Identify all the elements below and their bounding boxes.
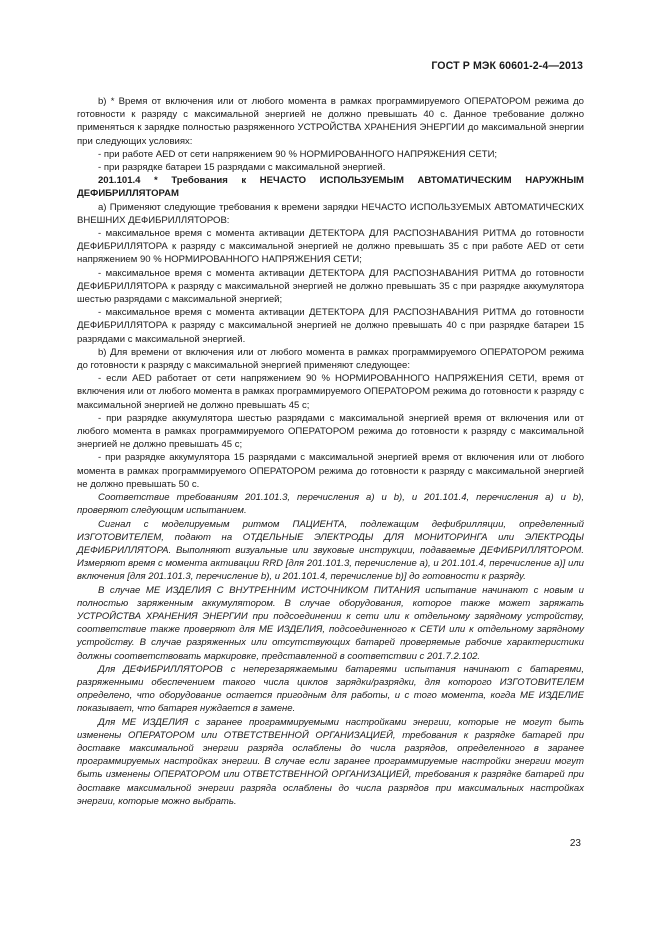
paragraph: b) * Время от включения или от любого момента в рамках программируемого ОПЕРАТОРОМ режима до готовности к разряду с максимальной энергией не должно превышать 40 с. Данное требование должно применяться к зарядке полностью разряженного УСТРОЙСТВА ХРАНЕНИЯ ЭНЕРГИИ до максимальной энергии при следующих условиях: [77, 96, 584, 147]
section-heading: 201.101.4 * Требования к НЕЧАСТО ИСПОЛЬЗУЕМЫМ АВТОМАТИЧЕСКИМ НАРУЖНЫМ ДЕФИБРИЛЛЯТОРАМ [77, 175, 584, 200]
test-procedure-paragraph: Сигнал с моделируемым ритмом ПАЦИЕНТА, подлежащим дефибрилляции, определенный ИЗГОТОВИТЕЛЕМ, подают на ОТДЕЛЬНЫЕ ЭЛЕКТРОДЫ ДЛЯ МОНИТОРИНГА или ЭЛЕКТРОДЫ ДЕФИБРИЛЛЯТОРА. Выполняют визуальные или звуковые инструкции, подаваемые ДЕФИБРИЛЛЯТОРОМ. Измеряют время с момента активации RRD [для 201.101.3, перечисление а), и 201.101.4, перечисление а)] или включения [для 201.101.3, перечисление b), и 201.101.4, перечисление b)] до готовности к разряду. [77, 518, 584, 583]
test-procedure-paragraph: Для МЕ ИЗДЕЛИЯ с заранее программируемыми настройками энергии, которые не могут быть изменены ОПЕРАТОРОМ или ОТВЕТСТВЕННОЙ ОРГАНИЗАЦИЕЙ, требования к разрядке батарей при доставке максимальной энергии разряда ослаблены до числа разрядов, определенного в заранее программируемых настройках энергии. В случае если заранее программируемые настройки энергии могут быть изменены ОПЕРАТОРОМ или ОТВЕТСТВЕННОЙ ОРГАНИЗАЦИЕЙ, требования к разрядке батарей при доставке максимальной энергии разряда ослаблены до числа разрядов при максимальных настройках энергии, которые можно выбрать. [77, 716, 584, 807]
list-item: - если AED работает от сети напряжением 90 % НОРМИРОВАННОГО НАПРЯЖЕНИЯ СЕТИ, время от включения или от любого момента в рамках программируемого ОПЕРАТОРОМ режима до готовности к разряду с максимальной энергией не должно превышать 45 с; [77, 373, 584, 411]
page-number: 23 [569, 838, 581, 849]
document-header: ГОСТ Р МЭК 60601-2-4—2013 [431, 60, 583, 72]
list-item: - при разрядке аккумулятора 15 разрядами с максимальной энергией время от включения или от любого момента в рамках программируемого ОПЕРАТОРОМ режима до готовности к разряду с максимальной энергией не должно превышать 50 с. [77, 452, 584, 490]
document-body [77, 95, 584, 808]
paragraph: b) Для времени от включения или от любого момента в рамках программируемого ОПЕРАТОРОМ режима до готовности к разряду с максимальной энергией применяют следующее: [77, 346, 584, 372]
list-item: - максимальное время с момента активации ДЕТЕКТОРА ДЛЯ РАСПОЗНАВАНИЯ РИТМА до готовности ДЕФИБРИЛЛЯТОРА к разряду с максимальной энергией не должно превышать 35 с при работе AED от сети напряжением 90 % НОРМИРОВАННОГО НАПРЯЖЕНИЯ СЕТИ; [77, 228, 584, 266]
list-item: - при разрядке батареи 15 разрядами с максимальной энергией. [98, 162, 386, 174]
list-item: - максимальное время с момента активации ДЕТЕКТОРА ДЛЯ РАСПОЗНАВАНИЯ РИТМА до готовности ДЕФИБРИЛЛЯТОРА к разряду с максимальной энергией не должно превышать 40 с при разрядке батареи 15 разрядами с максимальной энергией. [77, 307, 584, 345]
compliance-paragraph: Соответствие требованиям 201.101.3, перечисления а) и b), и 201.101.4, перечисления а) и b), проверяют следующим испытанием. [77, 492, 584, 517]
list-item: - при работе AED от сети напряжением 90 % НОРМИРОВАННОГО НАПРЯЖЕНИЯ СЕТИ; [98, 148, 498, 160]
list-item: - максимальное время с момента активации ДЕТЕКТОРА ДЛЯ РАСПОЗНАВАНИЯ РИТМА до готовности ДЕФИБРИЛЛЯТОРА к разряду с максимальной энергией не должно превышать 35 с при разрядке аккумулятора шестью разрядами с максимальной энергией; [77, 267, 584, 306]
test-procedure-paragraph: В случае МЕ ИЗДЕЛИЯ С ВНУТРЕННИМ ИСТОЧНИКОМ ПИТАНИЯ испытание начинают с новым и полностью заряженным аккумулятором. В случае оборудования, которое также может заряжать УСТРОЙСТВА ХРАНЕНИЯ ЭНЕРГИИ при подсоединении к сети или к отдельному зарядному устройству, соответствие также проверяют для МЕ ИЗДЕЛИЯ, подсоединенного к СЕТИ или к отдельному зарядному устройству. В случае разряженных или отсутствующих батарей проверяемые рабочие характеристики должны соответствовать маркировке, представленной в соответствии с 201.7.2.102. [77, 584, 584, 662]
list-item: - при разрядке аккумулятора шестью разрядами с максимальной энергией время от включения или от любого момента в рамках программируемого ОПЕРАТОРОМ режима до готовности к разряду с максимальной энергией не должно превышать 45 с; [77, 412, 584, 451]
test-procedure-paragraph: Для ДЕФИБРИЛЛЯТОРОВ с неперезаряжаемыми батареями испытания начинают с батареями, разряженными обеспечением такого числа циклов зарядки/разрядки, для которого ИЗГОТОВИТЕЛЕМ определено, что оборудование остается пригодным для работы, и с того момента, когда МЕ ИЗДЕЛИЕ показывает, что батарея нуждается в замене. [77, 663, 584, 715]
paragraph: а) Применяют следующие требования к времени зарядки НЕЧАСТО ИСПОЛЬЗУЕМЫХ АВТОМАТИЧЕСКИХ ВНЕШНИХ ДЕФИБРИЛЛЯТОРОВ: [77, 201, 584, 226]
